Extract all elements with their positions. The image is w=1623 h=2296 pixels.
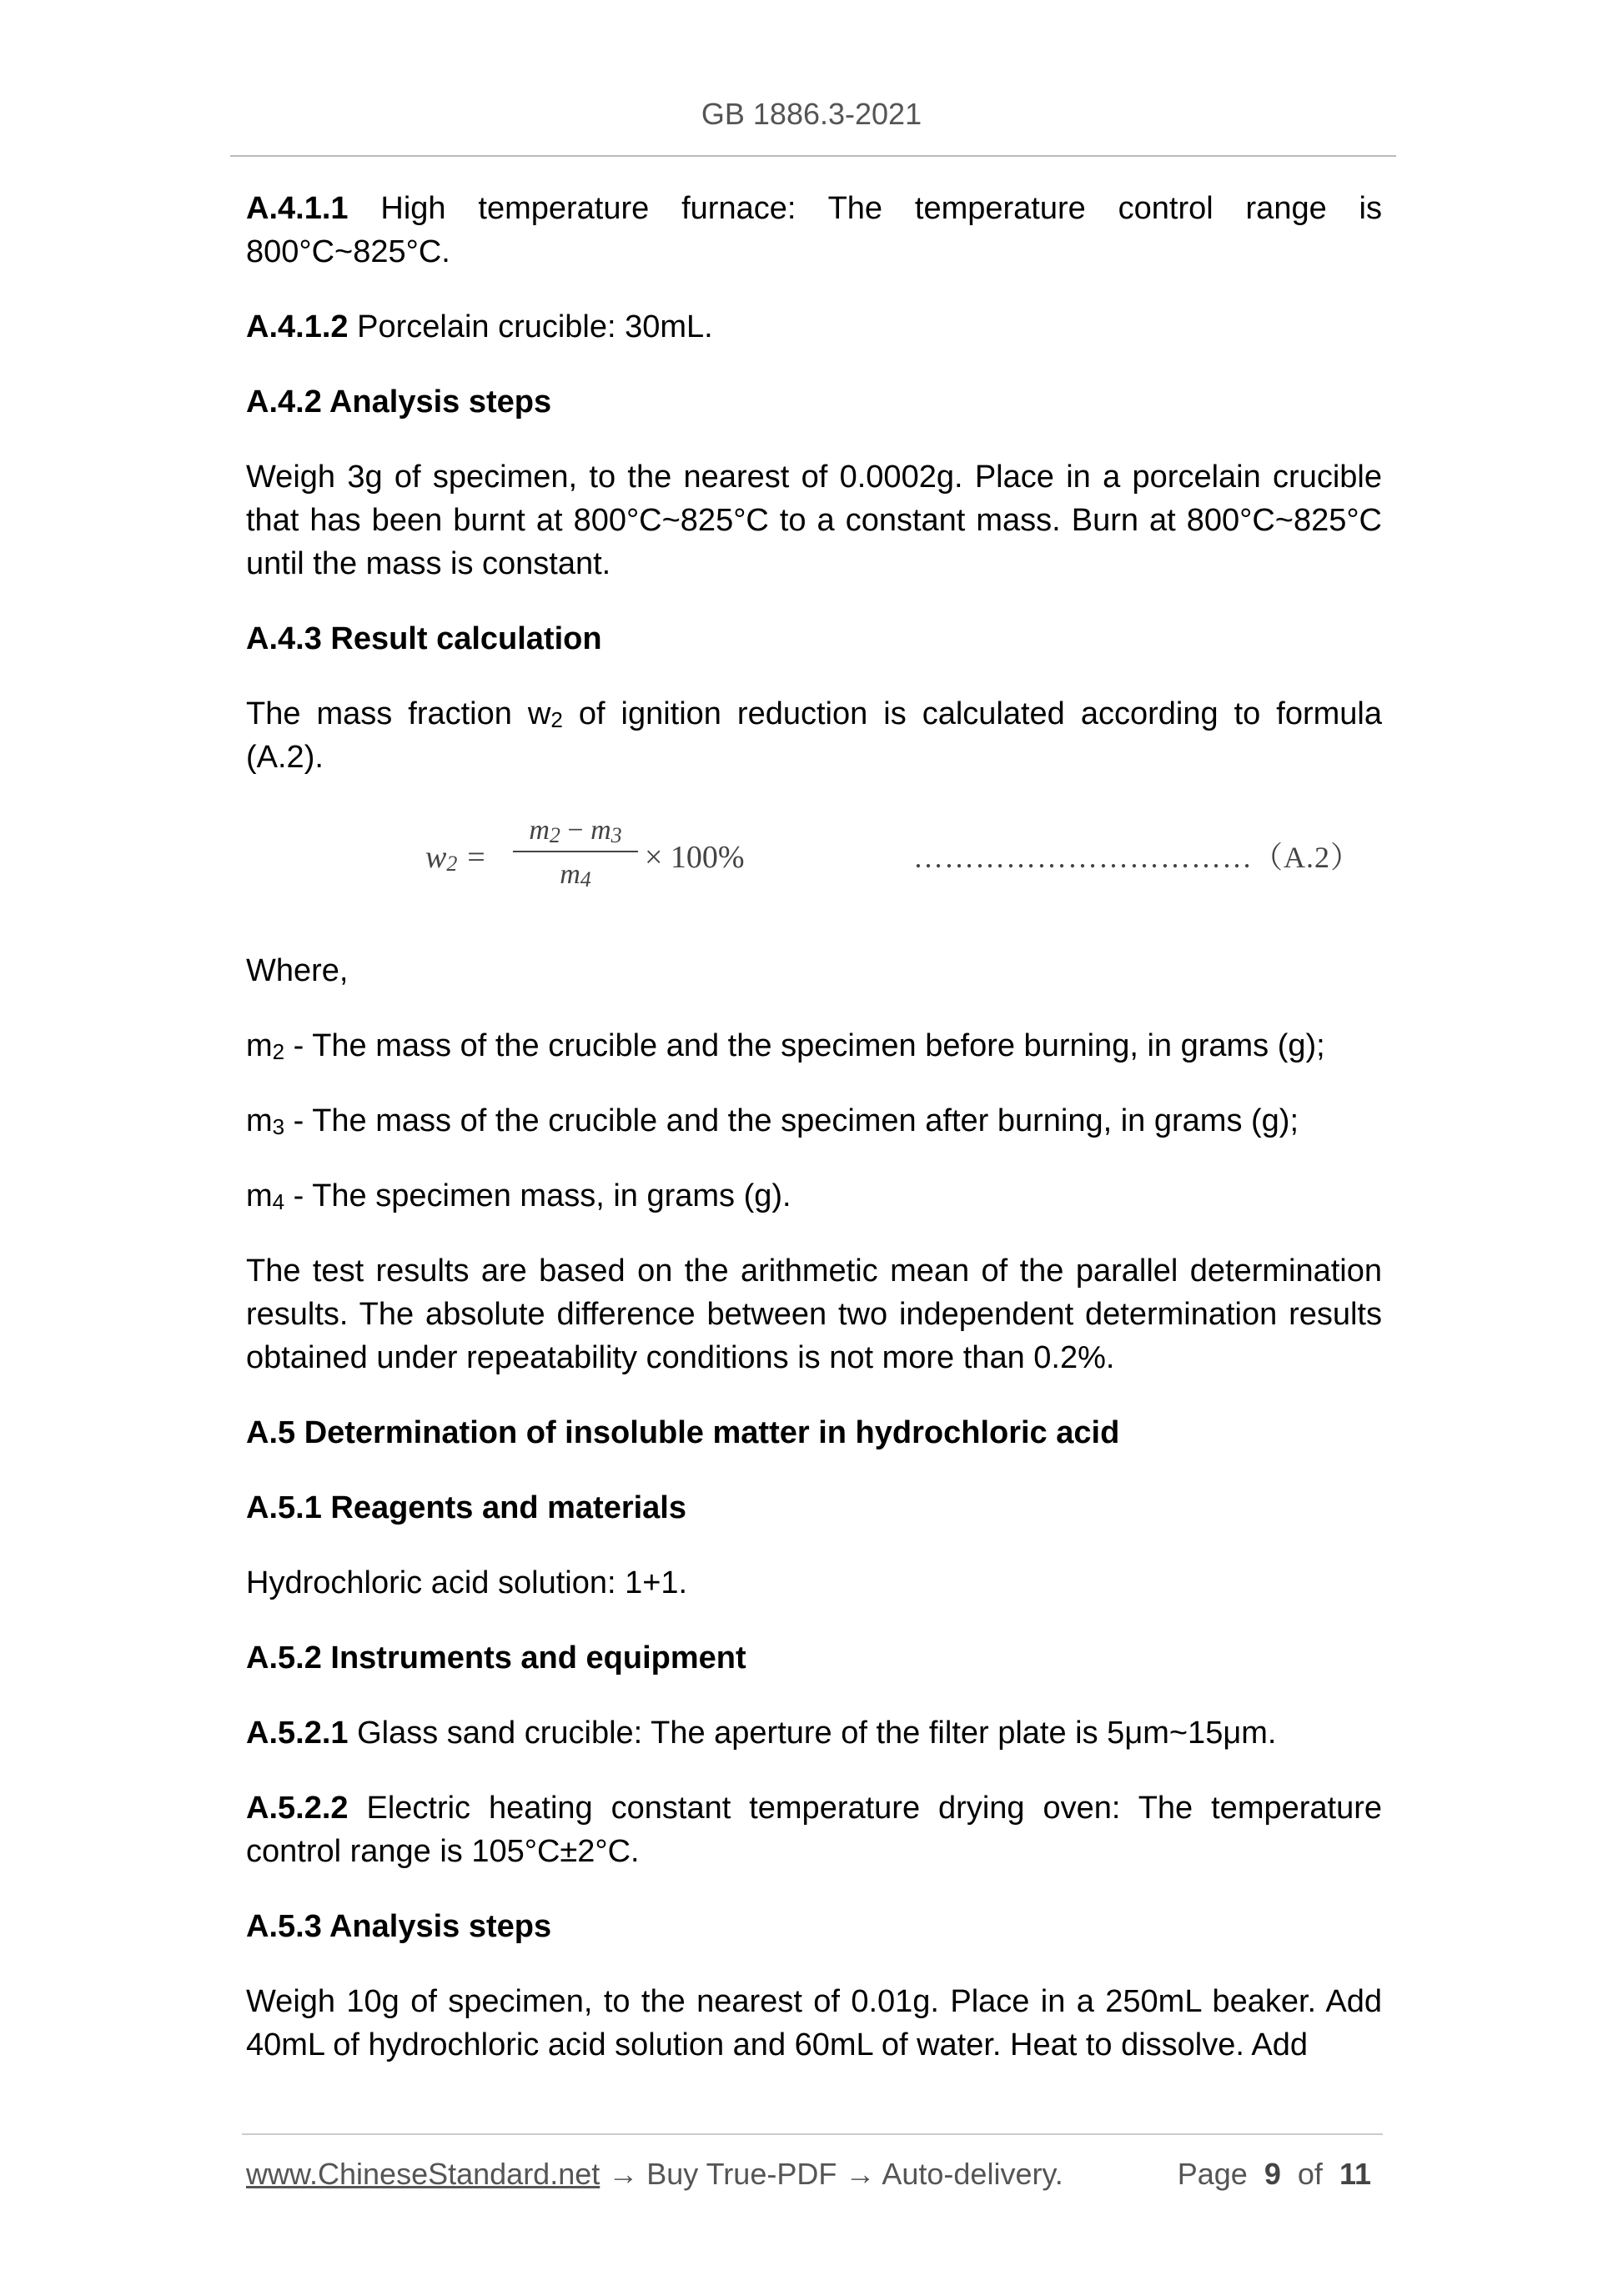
heading-a52: A.5.2 Instruments and equipment — [246, 1640, 746, 1676]
paragraph-a53: Weigh 10g of specimen, to the nearest of 0.01g. Place in a 250mL beaker. Add 40mL of hydrochloric acid solution and 60mL of water. Heat to dissolve. Add — [246, 1984, 1382, 2062]
clause-a411 — [246, 187, 1382, 274]
subscript: 2 — [549, 823, 560, 847]
symbol: m — [246, 1103, 273, 1138]
arrow-icon: → — [600, 2157, 647, 2191]
symbol-m: m — [529, 815, 550, 846]
formula-a2 — [246, 811, 1382, 917]
definition-text: - The specimen mass, in grams (g). — [284, 1178, 791, 1213]
formula-fraction — [513, 811, 638, 892]
delivery-text: Auto-delivery. — [882, 2157, 1063, 2191]
clause-text: High temperature furnace: The temperature control range is 800°C~825°C. — [246, 191, 1383, 269]
where-label: Where, — [246, 953, 349, 988]
clause-number: A.5.2.1 — [246, 1716, 349, 1751]
document-id-header: GB 1886.3-2021 — [701, 97, 922, 131]
subscript: 2 — [272, 1039, 285, 1064]
equals-sign: = — [465, 840, 487, 875]
symbol-m: m — [560, 859, 580, 890]
clause-number: A.4.1.2 — [246, 309, 349, 344]
clause-a521 — [246, 1711, 1382, 1755]
formula-label: ……………………………（A.2） — [913, 841, 1361, 874]
heading-a5: A.5 Determination of insoluble matter in hydrochloric acid — [246, 1415, 1120, 1450]
clause-a522 — [246, 1786, 1382, 1873]
heading-a51: A.5.1 Reagents and materials — [246, 1490, 686, 1525]
buy-text: Buy True-PDF — [646, 2157, 837, 2191]
subscript: 3 — [611, 823, 622, 847]
subscript: 4 — [580, 867, 591, 892]
of-word: of — [1297, 2157, 1323, 2191]
clause-a412 — [246, 305, 1382, 349]
page-indicator — [1178, 2157, 1371, 2192]
heading-a53: A.5.3 Analysis steps — [246, 1909, 552, 1944]
text-segment: The mass fraction w — [246, 696, 551, 731]
definition-m2 — [246, 1024, 1382, 1068]
page-total: 11 — [1339, 2157, 1371, 2191]
footer-promo — [246, 2157, 1063, 2192]
clause-text: Electric heating constant temperature drying oven: The temperature control range is 105°C±2°C. — [246, 1791, 1383, 1869]
clause-number: A.5.2.2 — [246, 1791, 349, 1826]
paragraph-a51: Hydrochloric acid solution: 1+1. — [246, 1565, 688, 1600]
heading-a43: A.4.3 Result calculation — [246, 621, 602, 656]
minus-sign: − — [560, 815, 591, 846]
formula-denominator — [513, 852, 638, 892]
subscript: 4 — [272, 1189, 285, 1214]
definition-m3 — [246, 1099, 1382, 1143]
formula-lhs — [425, 836, 487, 879]
definition-text: - The mass of the crucible and the specimen before burning, in grams (g); — [284, 1028, 1325, 1063]
subscript: 3 — [272, 1114, 285, 1139]
symbol-w: w — [425, 840, 447, 875]
footer-divider — [242, 2133, 1383, 2135]
paragraph-a43 — [246, 692, 1382, 779]
symbol-m: m — [590, 815, 611, 846]
header-divider — [230, 155, 1396, 157]
subscript: 2 — [550, 707, 563, 732]
clause-number: A.4.1.1 — [246, 191, 349, 226]
paragraph-results: The test results are based on the arithmetic mean of the parallel determination results. The absolute difference between two independent determination results obtained under repeatability conditions is not more than 0.2%. — [246, 1254, 1382, 1375]
formula-numerator — [513, 811, 638, 851]
page-word: Page — [1177, 2157, 1248, 2191]
page-body — [246, 187, 1382, 2098]
symbol: m — [246, 1178, 273, 1213]
paragraph-a42: Weigh 3g of specimen, to the nearest of 0.0002g. Place in a porcelain crucible that has been burnt at 800°C~825°C to a constant mass. Burn at 800°C~825°C until the mass is constant. — [246, 460, 1382, 581]
clause-text: Porcelain crucible: 30mL. — [357, 309, 713, 344]
definition-m4 — [246, 1174, 1382, 1218]
page-number: 9 — [1264, 2157, 1281, 2191]
subscript: 2 — [446, 852, 458, 876]
definition-text: - The mass of the crucible and the specimen after burning, in grams (g); — [284, 1103, 1299, 1138]
heading-a42: A.4.2 Analysis steps — [246, 384, 552, 420]
formula-multiplier: × 100% — [645, 840, 745, 875]
symbol: m — [246, 1028, 273, 1063]
text-segment: of ignition reduction is calculated according to formula (A.2). — [246, 696, 1382, 775]
website-link[interactable]: www.ChineseStandard.net — [246, 2157, 600, 2191]
clause-text: Glass sand crucible: The aperture of the filter plate is 5μm~15μm. — [357, 1716, 1277, 1751]
arrow-icon: → — [837, 2157, 882, 2191]
